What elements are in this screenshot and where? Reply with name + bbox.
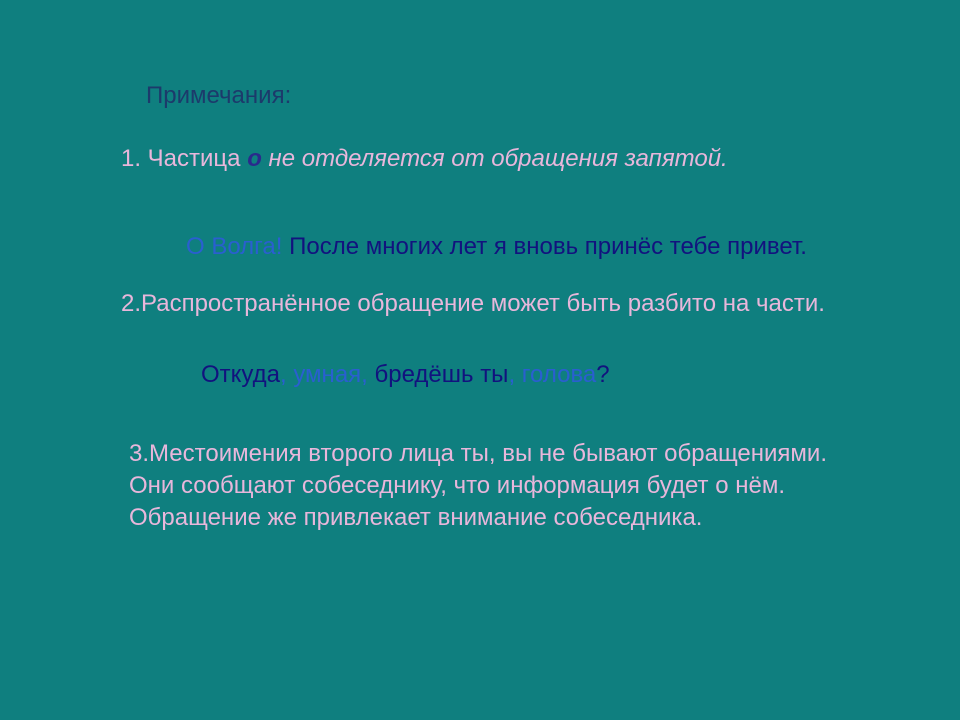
example-2-address-2: голова: [521, 361, 597, 388]
example-2-word-1: Откуда: [201, 361, 280, 388]
example-2-comma-1: ,: [279, 361, 294, 388]
example-2-address-1: умная: [293, 361, 362, 388]
note-1-rest: не отделяется от обращения запятой.: [261, 145, 728, 172]
example-2-comma-2: ,: [361, 361, 375, 388]
note-1: [121, 145, 728, 173]
note-1-particle: о: [247, 145, 262, 172]
example-2-question-mark: ?: [596, 361, 610, 388]
example-1-rest: После многих лет я вновь принёс тебе привет.: [282, 233, 807, 260]
example-2-comma-3: ,: [508, 361, 522, 388]
example-1-address: О Волга!: [186, 233, 283, 260]
note-1-prefix: 1. Частица: [121, 145, 248, 172]
example-2-word-3: бредёшь ты: [374, 361, 509, 388]
note-2: 2.Распространённое обращение может быть разбито на части.: [121, 290, 825, 317]
example-2: [201, 361, 610, 389]
example-1: [186, 233, 807, 261]
note-3: 3.Местоимения второго лица ты, вы не бывают обращениями. Они сообщают собеседнику, что информация будет о нём. Обращение же привлекает внимание собеседника.: [129, 440, 827, 531]
slide-heading: Примечания:: [146, 82, 292, 109]
